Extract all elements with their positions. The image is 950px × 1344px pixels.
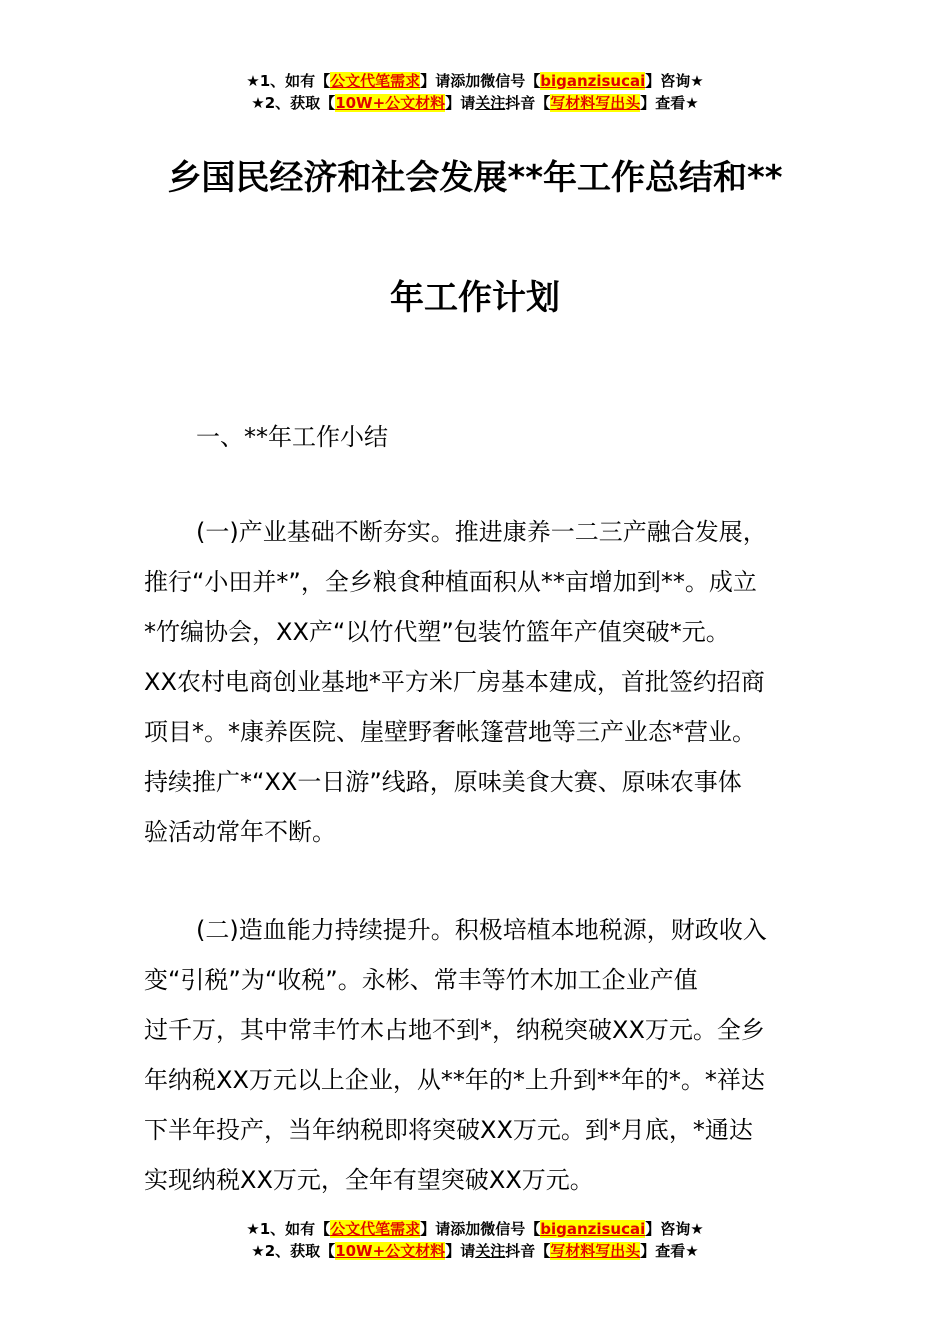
document-title-line-1: 乡国民经济和社会发展**年工作总结和** — [167, 158, 783, 198]
paragraph-line: 持续推广*“XX一日游”线路，原味美食大赛、原味农事体 — [144, 768, 742, 796]
banner-highlight-service: 公文代笔需求 — [330, 72, 421, 90]
banner-text: 】请 — [445, 1242, 476, 1260]
paragraph-line: XX农村电商创业基地*平方米厂房基本建成，首批签约招商 — [144, 668, 765, 696]
banner-text: ★2、获取【 — [251, 1242, 336, 1260]
section-heading: 一、**年工作小结 — [196, 423, 388, 451]
banner-text: 】请添加微信号【 — [420, 72, 541, 90]
banner-text: 抖音【 — [505, 1242, 551, 1260]
banner-text: ★2、获取【 — [251, 94, 336, 112]
paragraph-revenue — [144, 905, 824, 1205]
banner-text: 抖音【 — [505, 94, 551, 112]
banner-text: 】咨询★ — [645, 1220, 704, 1238]
document-title-line-2: 年工作计划 — [390, 278, 560, 318]
paragraph-line: 变“引税”为“收税”。永彬、常丰等竹木加工企业产值 — [144, 966, 698, 994]
paragraph-line: 年纳税XX万元以上企业，从**年的*上升到**年的*。*祥达 — [144, 1066, 765, 1094]
banner-line-1 — [0, 1218, 950, 1240]
banner-highlight-materials: 10W+公文材料 — [335, 1242, 446, 1260]
banner-text: 】查看★ — [640, 94, 699, 112]
banner-text: 】查看★ — [640, 1242, 699, 1260]
banner-highlight-wechat: biganzisucai — [540, 72, 646, 90]
paragraph-line: 推行“小田并*”，全乡粮食种植面积从**亩增加到**。成立 — [144, 568, 757, 596]
paragraph-line: 验活动常年不断。 — [144, 818, 336, 846]
banner-line-2 — [0, 1240, 950, 1262]
banner-line-1 — [0, 70, 950, 92]
paragraph-industry — [144, 507, 824, 857]
paragraph-line: 过千万，其中常丰竹木占地不到*，纳税突破XX万元。全乡 — [144, 1016, 765, 1044]
paragraph-line: 实现纳税XX万元，全年有望突破XX万元。 — [144, 1166, 594, 1194]
banner-text: 】请 — [445, 94, 476, 112]
banner-highlight-douyin: 写材料写出头 — [550, 94, 641, 112]
footer-banner — [0, 1218, 950, 1262]
banner-text: ★1、如有【 — [246, 72, 331, 90]
banner-highlight-service: 公文代笔需求 — [330, 1220, 421, 1238]
paragraph-line: 项目*。*康养医院、崖壁野奢帐篷营地等三产业态*营业。 — [144, 718, 756, 746]
banner-highlight-materials: 10W+公文材料 — [335, 94, 446, 112]
banner-highlight-wechat: biganzisucai — [540, 1220, 646, 1238]
banner-underlined-follow: 关注 — [475, 94, 506, 112]
banner-text: ★1、如有【 — [246, 1220, 331, 1238]
banner-line-2 — [0, 92, 950, 114]
banner-text: 】请添加微信号【 — [420, 1220, 541, 1238]
banner-underlined-follow: 关注 — [475, 1242, 506, 1260]
banner-highlight-douyin: 写材料写出头 — [550, 1242, 641, 1260]
paragraph-line: (二)造血能力持续提升。积极培植本地税源，财政收入 — [196, 916, 767, 944]
header-banner — [0, 70, 950, 114]
paragraph-line: (一)产业基础不断夯实。推进康养一二三产融合发展， — [196, 518, 767, 546]
banner-text: 】咨询★ — [645, 72, 704, 90]
paragraph-line: 下半年投产，当年纳税即将突破XX万元。到*月底，*通达 — [144, 1116, 753, 1144]
paragraph-line: *竹编协会，XX产“以竹代塑”包装竹篮年产值突破*元。 — [144, 618, 730, 646]
